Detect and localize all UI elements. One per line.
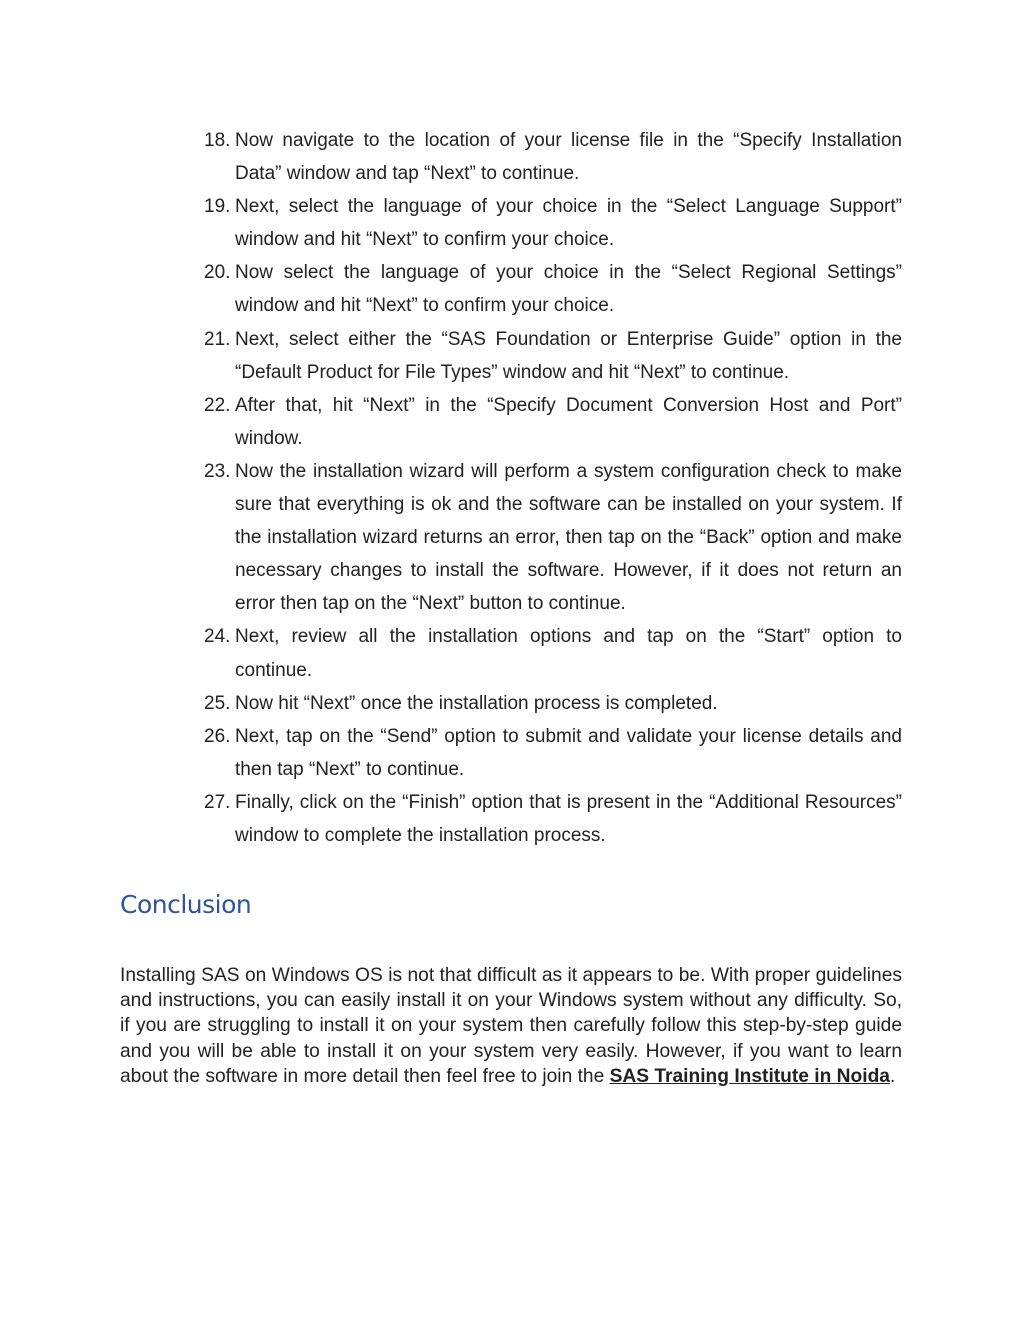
step-number: 23. (204, 460, 231, 482)
step-number: 19. (204, 196, 231, 218)
step-item (204, 389, 902, 455)
step-text: Next, select the language of your choice in the “Select Language Support” window and hit “Next” to confirm your choice. (235, 196, 902, 251)
step-number: 27. (204, 791, 231, 813)
step-item (204, 323, 902, 389)
step-text: Next, tap on the “Send” option to submit and validate your license details and then tap “Next” to continue. (235, 725, 902, 780)
installation-steps-list (204, 124, 902, 852)
step-item (204, 786, 902, 852)
conclusion-body-text: Installing SAS on Windows OS is not that difficult as it appears to be. With proper guidelines and instructions, you can easily install it on your Windows system without any difficulty. So, if you are struggling to install it on your system then carefully follow this step-by-step guide and you will be able to install it on your system very easily. However, if you want to learn about the software in more detail then feel free to join the (120, 965, 902, 1087)
step-text: Next, select either the “SAS Foundation or Enterprise Guide” option in the “Default Product for File Types” window and hit “Next” to continue. (235, 328, 902, 383)
step-text: Now select the language of your choice in the “Select Regional Settings” window and hit “Next” to confirm your choice. (235, 262, 902, 317)
step-item (204, 124, 902, 190)
step-number: 25. (204, 692, 231, 714)
step-item (204, 620, 902, 686)
step-item (204, 256, 902, 322)
sas-training-institute-link[interactable]: SAS Training Institute in Noida (609, 1065, 890, 1087)
step-number: 21. (204, 328, 231, 350)
conclusion-paragraph (120, 963, 902, 1089)
step-number: 24. (204, 626, 231, 648)
step-text: Finally, click on the “Finish” option that is present in the “Additional Resources” window to complete the installation process. (235, 791, 902, 846)
step-item (204, 455, 902, 620)
step-text: Now hit “Next” once the installation process is completed. (235, 692, 718, 714)
step-text: Next, review all the installation options and tap on the “Start” option to continue. (235, 626, 902, 681)
step-item (204, 720, 902, 786)
step-item (204, 190, 902, 256)
step-number: 20. (204, 262, 231, 284)
step-number: 18. (204, 130, 231, 151)
conclusion-trailing-punctuation: . (889, 1065, 896, 1087)
step-text: After that, hit “Next” in the “Specify Document Conversion Host and Port” window. (235, 394, 902, 449)
step-text: Now navigate to the location of your license file in the “Specify Installation Data” window and tap “Next” to continue. (235, 130, 902, 185)
step-number: 22. (204, 394, 231, 416)
step-text: Now the installation wizard will perform a system configuration check to make sure that everything is ok and the software can be installed on your system. If the installation wizard returns an error, then tap on the “Back” option and make necessary changes to install the software. However, if it does not return an error then tap on the “Next” button to continue. (235, 460, 902, 615)
conclusion-heading: Conclusion (120, 890, 252, 919)
step-number: 26. (204, 725, 231, 747)
step-item (204, 687, 902, 720)
